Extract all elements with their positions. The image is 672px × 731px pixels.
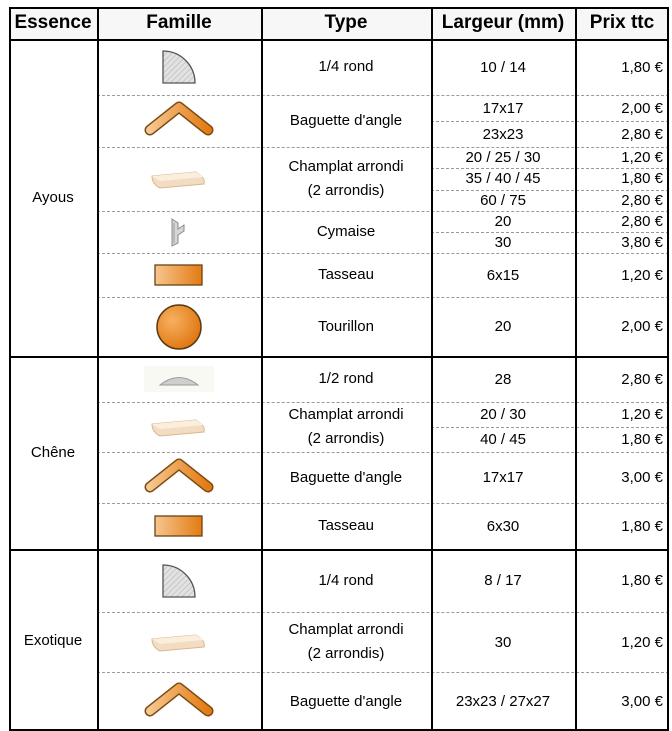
largeur-cell: 40 / 45 bbox=[480, 431, 526, 448]
prix-cell: 1,80 € bbox=[621, 431, 663, 448]
essence-cell: Chêne bbox=[30, 444, 76, 461]
largeur-cell: 17x17 bbox=[482, 99, 524, 117]
prix-cell: 1,20 € bbox=[621, 266, 663, 284]
prix-cell: 2,80 € bbox=[621, 125, 663, 143]
header-type: Type bbox=[261, 7, 431, 39]
row-divider bbox=[431, 232, 669, 233]
largeur-cell: 20 bbox=[494, 213, 512, 230]
largeur-cell: 35 / 40 / 45 bbox=[465, 170, 541, 188]
cymaise-profile-icon bbox=[166, 215, 192, 249]
famille-cell bbox=[97, 672, 261, 731]
type-cell bbox=[261, 297, 431, 356]
prix-cell: 3,00 € bbox=[621, 469, 663, 486]
quarter-round-icon bbox=[157, 559, 201, 603]
largeur-cell: 30 bbox=[494, 234, 512, 251]
prix-cell: 1,80 € bbox=[621, 170, 663, 188]
type-cell bbox=[261, 402, 431, 452]
largeur-cell: 10 / 14 bbox=[480, 58, 526, 76]
row-divider bbox=[9, 39, 669, 41]
type-label: 1/4 rond bbox=[318, 58, 374, 75]
famille-cell bbox=[97, 253, 261, 297]
famille-cell bbox=[97, 211, 261, 253]
column-divider bbox=[431, 7, 433, 731]
row-divider bbox=[9, 7, 669, 9]
famille-cell bbox=[97, 452, 261, 503]
largeur-cell: 30 bbox=[494, 633, 512, 651]
largeur-cell: 17x17 bbox=[482, 469, 524, 486]
column-divider bbox=[261, 7, 263, 731]
row-divider bbox=[431, 190, 669, 191]
prix-cell: 2,80 € bbox=[621, 191, 663, 209]
prix-cell: 2,00 € bbox=[621, 318, 663, 335]
type-label: Baguette d'angle bbox=[289, 468, 403, 486]
price-table bbox=[9, 7, 669, 715]
essence-cell: Exotique bbox=[23, 631, 83, 649]
prix-cell: 1,80 € bbox=[621, 572, 663, 589]
cleat-icon bbox=[153, 513, 205, 539]
largeur-cell: 6x30 bbox=[486, 517, 520, 535]
header-famille: Famille bbox=[97, 7, 261, 39]
largeur-cell: 20 bbox=[494, 318, 512, 335]
type-cell bbox=[261, 549, 431, 612]
column-divider bbox=[667, 7, 669, 731]
rounded-edge-board-icon bbox=[148, 627, 210, 657]
prix-cell: 1,20 € bbox=[621, 406, 663, 423]
prix-cell: 2,80 € bbox=[621, 213, 663, 230]
type-cell bbox=[261, 211, 431, 253]
type-label: (2 arrondis) bbox=[307, 182, 385, 199]
type-cell bbox=[261, 612, 431, 672]
rounded-edge-board-icon bbox=[148, 412, 210, 442]
type-label: (2 arrondis) bbox=[307, 645, 385, 662]
prix-cell: 2,00 € bbox=[621, 99, 663, 117]
largeur-cell: 8 / 17 bbox=[484, 572, 522, 589]
type-label: Cymaise bbox=[316, 223, 376, 240]
corner-molding-icon bbox=[144, 457, 214, 499]
largeur-cell: 6x15 bbox=[486, 266, 520, 284]
header-essence: Essence bbox=[9, 7, 97, 39]
header-largeur: Largeur (mm) bbox=[431, 7, 575, 39]
famille-cell bbox=[97, 503, 261, 549]
famille-cell bbox=[97, 612, 261, 672]
dowel-icon bbox=[153, 303, 205, 351]
type-label: 1/2 rond bbox=[318, 370, 374, 387]
famille-cell bbox=[97, 297, 261, 356]
corner-molding-icon bbox=[144, 681, 214, 723]
type-cell bbox=[261, 452, 431, 503]
largeur-cell: 20 / 25 / 30 bbox=[465, 149, 541, 167]
prix-cell: 3,80 € bbox=[621, 234, 663, 251]
largeur-cell: 20 / 30 bbox=[480, 406, 526, 423]
famille-cell bbox=[97, 39, 261, 95]
essence-cell: Ayous bbox=[32, 189, 74, 206]
corner-molding-icon bbox=[144, 100, 214, 142]
row-divider bbox=[431, 427, 669, 428]
type-label: 1/4 rond bbox=[318, 571, 374, 589]
column-divider bbox=[97, 7, 99, 731]
row-divider bbox=[431, 168, 669, 169]
largeur-cell: 23x23 bbox=[482, 125, 524, 143]
type-cell bbox=[261, 253, 431, 297]
prix-cell: 1,80 € bbox=[621, 517, 663, 535]
cleat-icon bbox=[153, 262, 205, 288]
famille-cell bbox=[97, 147, 261, 211]
prix-cell: 1,20 € bbox=[621, 633, 663, 651]
type-label: (2 arrondis) bbox=[307, 430, 385, 447]
half-round-icon bbox=[144, 366, 214, 392]
type-cell bbox=[261, 356, 431, 402]
largeur-cell: 23x23 / 27x27 bbox=[455, 693, 551, 710]
type-label: Baguette d'angle bbox=[289, 112, 403, 129]
largeur-cell: 60 / 75 bbox=[480, 191, 526, 209]
famille-cell bbox=[97, 549, 261, 612]
prix-cell: 1,20 € bbox=[621, 149, 663, 167]
quarter-round-icon bbox=[157, 45, 201, 89]
prix-cell: 2,80 € bbox=[621, 370, 663, 388]
column-divider bbox=[575, 7, 577, 731]
row-divider bbox=[431, 121, 669, 122]
header-prix: Prix ttc bbox=[575, 7, 669, 39]
famille-cell bbox=[97, 95, 261, 147]
type-cell bbox=[261, 503, 431, 549]
type-cell bbox=[261, 95, 431, 147]
type-label: Champlat arrondi bbox=[288, 406, 404, 423]
type-label: Tasseau bbox=[318, 517, 374, 534]
type-cell bbox=[261, 39, 431, 95]
type-label: Tasseau bbox=[318, 266, 374, 283]
type-label: Champlat arrondi bbox=[288, 158, 404, 175]
type-label: Tourillon bbox=[318, 317, 374, 335]
famille-cell bbox=[97, 402, 261, 452]
type-label: Baguette d'angle bbox=[289, 692, 403, 710]
column-divider bbox=[9, 7, 11, 731]
prix-cell: 1,80 € bbox=[621, 58, 663, 76]
famille-cell bbox=[97, 356, 261, 402]
type-label: Champlat arrondi bbox=[288, 621, 404, 638]
type-cell bbox=[261, 147, 431, 211]
prix-cell: 3,00 € bbox=[621, 693, 663, 710]
type-cell bbox=[261, 672, 431, 731]
rounded-edge-board-icon bbox=[148, 164, 210, 194]
largeur-cell: 28 bbox=[494, 370, 512, 388]
